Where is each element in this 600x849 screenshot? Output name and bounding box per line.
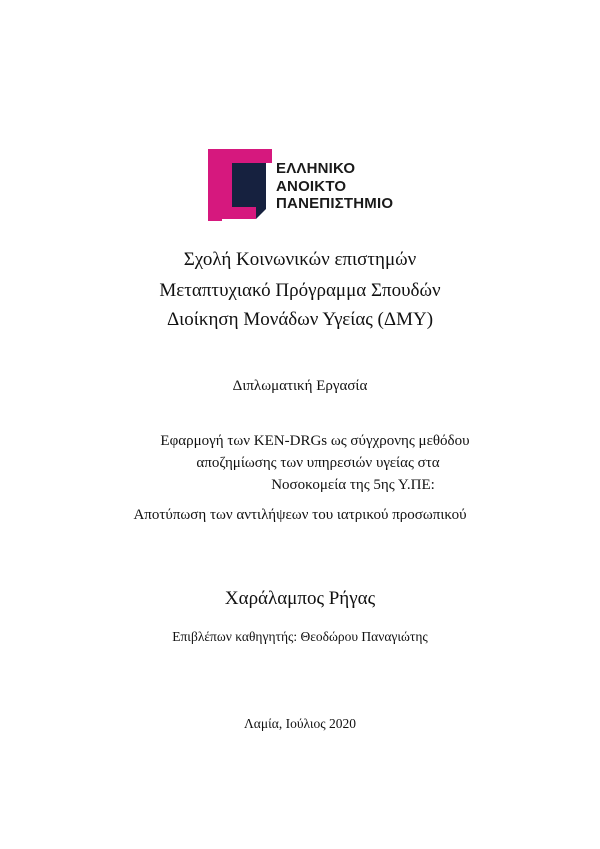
university-logo <box>208 149 398 221</box>
thesis-title-line-3: Νοσοκομεία της 5ης Υ.ΠΕ: <box>271 477 435 493</box>
logo-line-2: ΑΝΟΙΚΤΟ <box>276 177 347 195</box>
supervisor: Επιβλέπων καθηγητής: Θεοδώρου Παναγιώτης <box>172 629 428 644</box>
document-type: Διπλωματική Εργασία <box>232 378 368 394</box>
thesis-title-line-2: αποζημίωσης των υπηρεσιών υγείας στα <box>196 455 440 471</box>
thesis-title-line-4: Αποτύπωση των αντιλήψεων του ιατρικού προσωπικού <box>133 507 467 523</box>
logo-line-1: ΕΛΛΗΝΙΚΟ <box>276 160 356 177</box>
place-date: Λαμία, Ιούλιος 2020 <box>244 716 356 731</box>
author-name: Χαράλαμπος Ρήγας <box>224 588 376 609</box>
logo-wordmark <box>276 160 393 213</box>
logo-emblem-icon <box>208 149 272 221</box>
program-name: Μεταπτυχιακό Πρόγραμμα Σπουδών <box>159 280 441 301</box>
school-name: Σχολή Κοινωνικών επιστημών <box>183 249 417 270</box>
logo-line-3: ΠΑΝΕΠΙΣΤΗΜΙΟ <box>276 195 394 212</box>
specialization-name: Διοίκηση Μονάδων Υγείας (ΔΜΥ) <box>166 309 434 330</box>
thesis-title-line-1: Εφαρμογή των KEN-DRGs ως σύγχρονης μεθόδου <box>160 433 470 449</box>
